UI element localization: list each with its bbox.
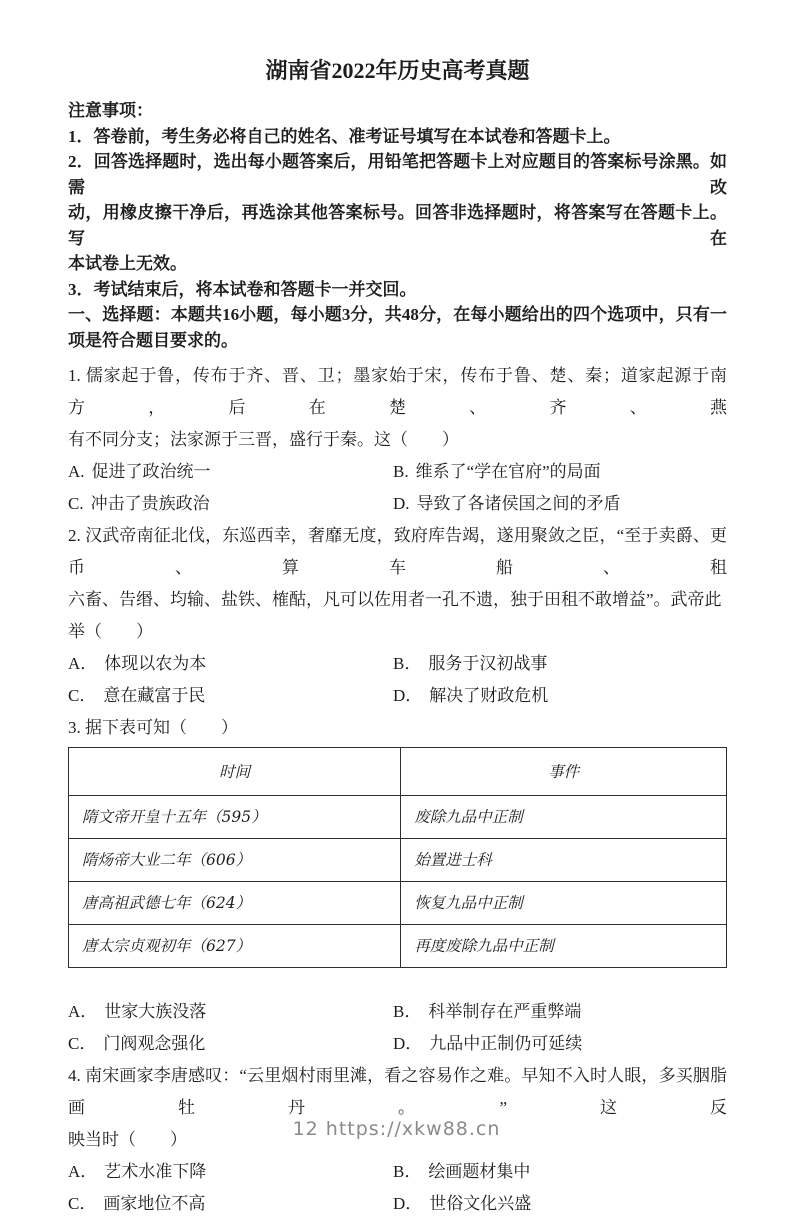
note-line: 本试卷上无效。 [68,254,187,273]
page-title: 湖南省2022年历史高考真题 [265,58,530,83]
table-header-cell: 时间 [69,748,401,796]
option-A [68,996,393,1028]
options-grid [68,996,727,1060]
option-D [393,680,727,712]
footer-text: 12 https://xkw88.cn [292,1118,501,1140]
notes-heading: 注意事项： [68,101,153,120]
note-item [68,124,727,150]
option-B [393,648,727,680]
options-grid [68,456,727,520]
option-label: C． [68,1194,97,1213]
events-table [68,747,727,968]
note-item [68,149,727,277]
table-cell: 始置进士科 [401,839,727,882]
exam-document-page [0,56,793,1213]
option-label: A． [68,1002,98,1021]
option-text: 维系了“学在官府”的局面 [415,462,601,481]
question-2 [68,520,727,712]
option-text: 意在藏富于民 [103,686,206,705]
option-A [68,1156,393,1188]
option-text: 解决了财政危机 [429,686,549,705]
note-line: 3．考试结束后，将本试卷和答题卡一并交回。 [68,279,417,299]
option-text: 体现以农为本 [104,654,207,673]
question-stem-line: 1. 儒家起于鲁，传布于齐、晋、卫；墨家始于宋，传布于鲁、楚、秦；道家起源于南方，后在楚、齐、燕 [68,366,727,417]
table-cell: 唐太宗贞观初年（627） [69,925,401,968]
options-grid [68,648,727,712]
table-cell: 隋文帝开皇十五年（595） [69,796,401,839]
option-label: D. [393,494,410,513]
question-stem-line: 映当时（ ） [68,1130,187,1149]
notes-section [68,98,727,302]
option-C [68,680,393,712]
option-text: 促进了政治统一 [91,462,211,481]
note-line: 1．答卷前，考生务必将自己的姓名、准考证号填写在本试卷和答题卡上。 [68,126,621,146]
option-text: 服务于汉初战事 [428,654,548,673]
option-B [393,456,727,488]
option-label: D． [393,1194,423,1213]
option-text: 导致了各诸侯国之间的矛盾 [416,494,621,513]
question-stem-line: 2. 汉武帝南征北伐，东巡西幸，奢靡无度，致府库告竭，遂用聚敛之臣，“至于卖爵、更币、算车船、租 [68,526,727,577]
page-footer [0,1118,793,1140]
option-D [393,1028,727,1060]
option-label: A. [68,462,85,481]
option-label: B． [393,1162,422,1181]
table-row [69,882,727,925]
option-text: 绘画题材集中 [428,1162,531,1181]
option-text: 科举制存在严重弊端 [428,1002,582,1021]
option-text: 冲击了贵族政治 [90,494,210,513]
option-label: C． [68,686,97,705]
table-cell: 废除九品中正制 [401,796,727,839]
option-label: A． [68,1162,98,1181]
option-label: C． [68,1034,97,1053]
option-label: A． [68,654,98,673]
question-1 [68,360,727,520]
options-grid [68,1156,727,1220]
option-label: C. [68,494,84,513]
questions [68,360,727,1220]
option-C [68,1028,393,1060]
note-item [68,277,727,303]
table-header-row [69,748,727,796]
table-row [69,925,727,968]
option-label: D． [393,686,423,705]
table-cell: 再度废除九品中正制 [401,925,727,968]
option-label: B. [393,462,409,481]
table-row [69,796,727,839]
option-label: B． [393,1002,422,1021]
section-line: 项是符合题目要求的。 [68,330,238,350]
section-line: 一、选择题：本题共16小题，每小题3分，共48分，在每小题给出的四个选项中，只有一 [68,305,727,324]
option-text: 九品中正制仍可延续 [429,1034,583,1053]
option-D [393,488,727,520]
option-C [68,488,393,520]
option-D [393,1188,727,1220]
option-A [68,648,393,680]
question-3 [68,712,727,1060]
table-cell: 恢复九品中正制 [401,882,727,925]
table-cell: 隋炀帝大业二年（606） [69,839,401,882]
section-heading [68,302,727,353]
question-stem-line: 六畜、告缗、均输、盐铁、榷酤，凡可以佐用者一孔不遗，独于田租不敢增益”。武帝此举（ ） [68,590,722,641]
question-stem-line: 有不同分支；法家源于三晋，盛行于秦。这（ ） [68,430,459,449]
note-line: 动，用橡皮擦干净后，再选涂其他答案标号。回答非选择题时，将答案写在答题卡上。写在 [68,203,727,248]
table-cell: 唐高祖武德七年（624） [69,882,401,925]
question-stem-line: 3. 据下表可知（ ） [68,718,238,737]
table-header-cell: 事件 [401,748,727,796]
option-text: 门阀观念强化 [103,1034,206,1053]
option-B [393,996,727,1028]
note-line: 2．回答选择题时，选出每小题答案后，用铅笔把答题卡上对应题目的答案标号涂黑。如需改 [68,152,727,197]
option-text: 画家地位不高 [103,1194,206,1213]
option-C [68,1188,393,1220]
question-stem-line: 4. 南宋画家李唐感叹：“云里烟村雨里滩，看之容易作之难。早知不入时人眼，多买胭脂画牡丹。”这反 [68,1066,727,1117]
option-text: 艺术水准下降 [104,1162,207,1181]
notes-list [68,124,727,303]
table-row [69,839,727,882]
option-text: 世俗文化兴盛 [429,1194,532,1213]
option-text: 世家大族没落 [104,1002,207,1021]
question-4 [68,1060,727,1220]
option-label: B． [393,654,422,673]
option-A [68,456,393,488]
option-label: D． [393,1034,423,1053]
option-B [393,1156,727,1188]
